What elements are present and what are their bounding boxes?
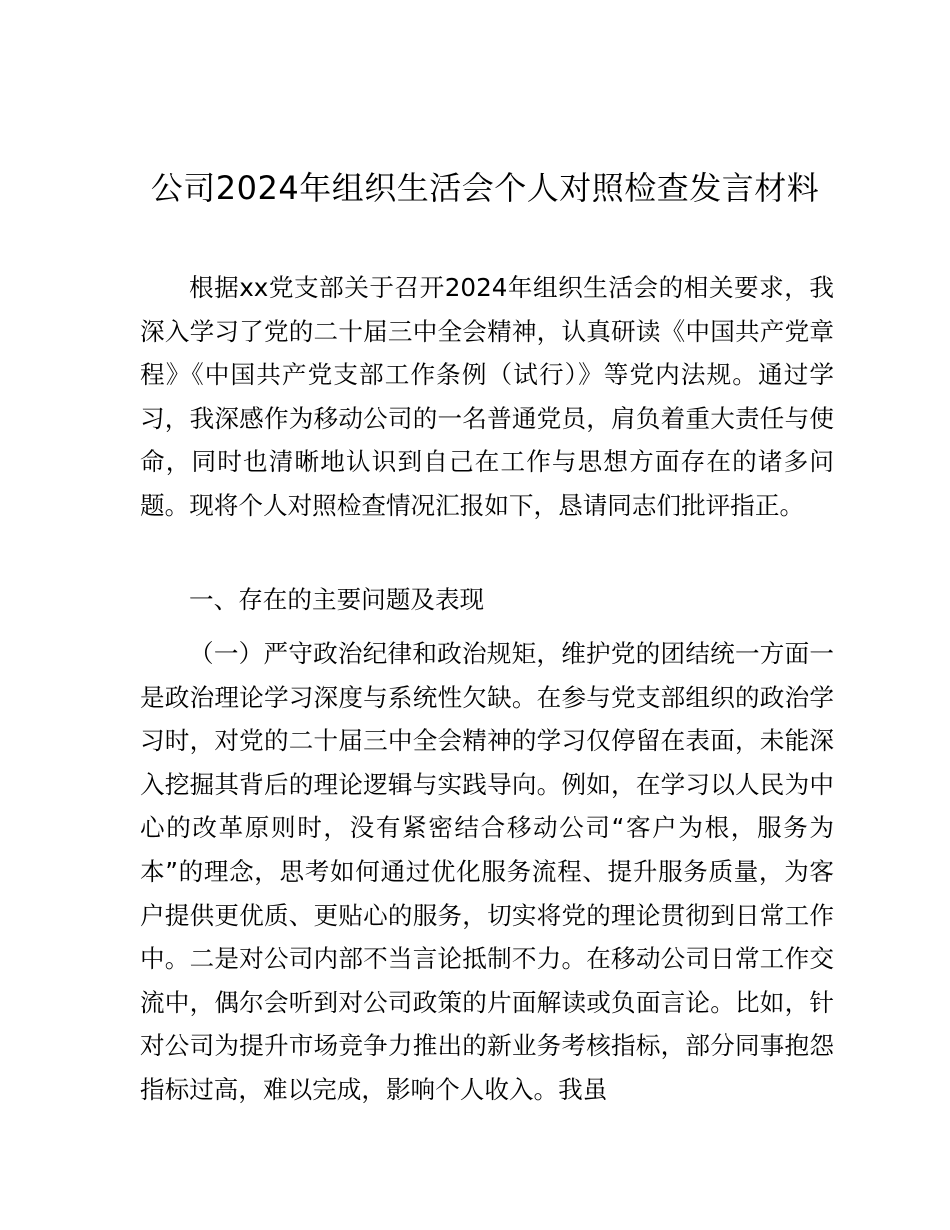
intro-paragraph: 根据xx党支部关于召开2024年组织生活会的相关要求，我深入学习了党的二十届三中全会精神，认真研读《中国共产党章程》《中国共产党支部工作条例（试行）》等党内法规。通过学习，我深感作为移动公司的一名普通党员，肩负着重大责任与使命，同时也清晰地认识到自己在工作与思想方面存在的诸多问题。现将个人对照检查情况汇报如下，恳请同志们批评指正。: [140, 273, 834, 520]
document-title: 公司2024年组织生活会个人对照检查发言材料: [150, 169, 820, 207]
section-heading: 一、存在的主要问题及表现: [189, 585, 485, 614]
section-body-paragraph: （一）严守政治纪律和政治规矩，维护党的团结统一方面一是政治理论学习深度与系统性欠缺。在参与党支部组织的政治学习时，对党的二十届三中全会精神的学习仅停留在表面，未能深入挖掘其背后的理论逻辑与实践导向。例如，在学习以人民为中心的改革原则时，没有紧密结合移动公司“客户为根，服务为本”的理念，思考如何通过优化服务流程、提升服务质量，为客户提供更优质、更贴心的服务，切实将党的理论贯彻到日常工作中。二是对公司内部不当言论抵制不力。在移动公司日常工作交流中，偶尔会听到对公司政策的片面解读或负面言论。比如，针对公司为提升市场竞争力推出的新业务考核指标，部分同事抱怨指标过高，难以完成，影响个人收入。我虽: [140, 639, 834, 1104]
